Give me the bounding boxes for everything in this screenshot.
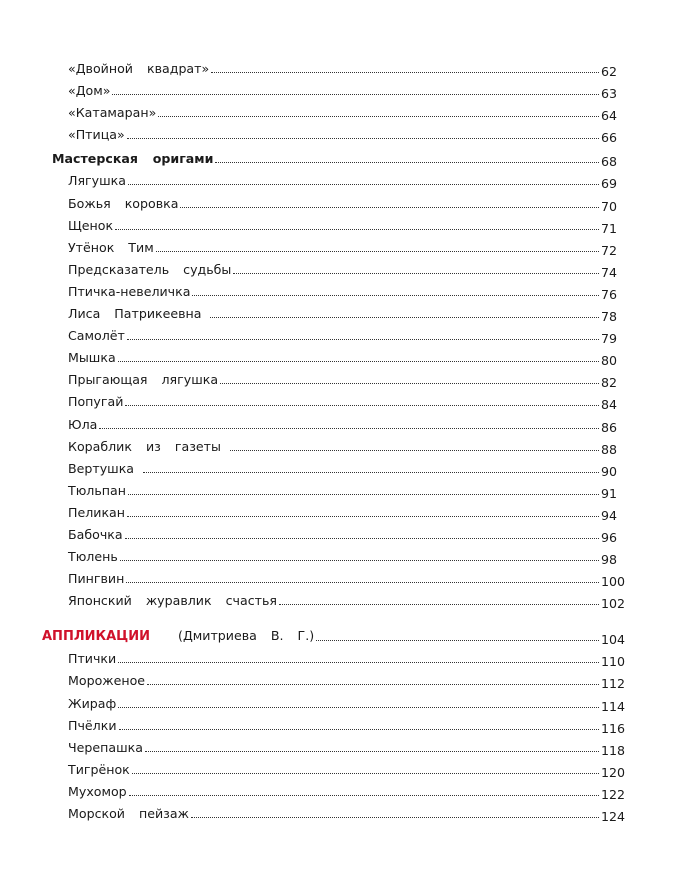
toc-entry-page: 124 xyxy=(601,809,626,824)
dot-leader xyxy=(143,472,599,473)
toc-entry[interactable] xyxy=(0,802,674,824)
toc-entry-page: 102 xyxy=(601,596,626,612)
toc-entry-title: Жираф xyxy=(68,695,117,711)
toc-entry-page: 100 xyxy=(601,574,626,590)
toc-entry-title: Японский журавлик счастья xyxy=(68,593,277,609)
toc-entry[interactable] xyxy=(0,714,674,736)
dot-leader xyxy=(233,273,599,274)
toc-entry-page: 84 xyxy=(601,397,618,413)
toc-section-origami[interactable] xyxy=(0,145,674,169)
toc-entry-title: Пингвин xyxy=(68,571,125,587)
applique-entries xyxy=(0,647,674,824)
dot-leader xyxy=(210,317,599,318)
toc-entry-page: 114 xyxy=(601,698,626,714)
toc-entry-title: Мухомор xyxy=(68,783,127,799)
toc-entry[interactable] xyxy=(0,780,674,802)
toc-entry-title: Попугай xyxy=(68,394,124,410)
toc-entry-title: Юла xyxy=(68,416,98,432)
toc-entry-page: 110 xyxy=(601,654,626,670)
toc-entry[interactable] xyxy=(0,368,674,390)
toc-entry[interactable] xyxy=(0,123,674,145)
toc-entry-page: 122 xyxy=(601,786,626,802)
toc-entry-page: 64 xyxy=(601,108,618,124)
toc-entry[interactable] xyxy=(0,79,674,101)
dot-leader xyxy=(118,707,599,708)
toc-entry-page: 91 xyxy=(601,485,618,501)
toc-entry[interactable] xyxy=(0,346,674,368)
dot-leader xyxy=(215,162,599,163)
dot-leader xyxy=(220,383,599,384)
toc-entry-page: 88 xyxy=(601,441,618,457)
dot-leader xyxy=(125,538,599,539)
dot-leader xyxy=(118,662,599,663)
toc-entry[interactable] xyxy=(0,302,674,324)
toc-entry-page: 71 xyxy=(601,220,618,236)
toc-entry[interactable] xyxy=(0,324,674,346)
dot-leader xyxy=(147,684,599,685)
section-page: 68 xyxy=(601,154,618,170)
toc-entry-page: 63 xyxy=(601,86,618,102)
section-title: АППЛИКАЦИИ xyxy=(42,629,151,645)
dot-leader xyxy=(127,138,599,139)
toc-entry-title: Утёнок Тим xyxy=(68,239,154,255)
toc-entry-title: Птичка-невеличка xyxy=(68,283,191,299)
toc-entry-title: Тигрёнок xyxy=(68,761,130,777)
toc-entry-page: 76 xyxy=(601,286,618,302)
toc-entry-title: Вертушка xyxy=(68,460,142,476)
toc-entry-title: Черепашка xyxy=(68,739,143,755)
toc-entry-page: 98 xyxy=(601,552,618,568)
toc-entry-page: 74 xyxy=(601,264,618,280)
toc-entry-title: Лягушка xyxy=(68,173,126,189)
toc-entry[interactable] xyxy=(0,567,674,589)
dot-leader xyxy=(128,184,599,185)
toc-entry[interactable] xyxy=(0,647,674,669)
dot-leader xyxy=(132,773,599,774)
dot-leader xyxy=(230,450,599,451)
toc-entry-page: 120 xyxy=(601,764,626,780)
toc-entry-title: Пеликан xyxy=(68,504,126,520)
dot-leader xyxy=(127,339,599,340)
toc-entry[interactable] xyxy=(0,589,674,611)
toc-entry[interactable] xyxy=(0,258,674,280)
toc-entry-page: 80 xyxy=(601,353,618,369)
toc-entry[interactable] xyxy=(0,691,674,713)
toc-entry[interactable] xyxy=(0,758,674,780)
toc-entry-page: 94 xyxy=(601,507,618,523)
toc-entry[interactable] xyxy=(0,236,674,258)
toc-entry-title: Самолёт xyxy=(68,328,125,344)
toc-entry-title: Лиса Патрикеевна xyxy=(68,306,209,322)
toc-entry-title: Птички xyxy=(68,651,117,667)
dot-leader xyxy=(112,94,599,95)
toc-entry-page: 90 xyxy=(601,463,618,479)
toc-entry-title: Тюлень xyxy=(68,549,118,565)
dot-leader xyxy=(128,494,599,495)
dot-leader xyxy=(145,751,599,752)
section-page: 104 xyxy=(601,632,626,648)
dot-leader xyxy=(119,729,600,730)
dot-leader xyxy=(120,560,599,561)
dot-leader xyxy=(316,640,599,641)
toc-entry[interactable] xyxy=(0,169,674,191)
dot-leader xyxy=(127,516,599,517)
toc-entry[interactable] xyxy=(0,545,674,567)
toc-entry-page: 69 xyxy=(601,176,618,192)
toc-entry-page: 79 xyxy=(601,331,618,347)
toc-entry-page: 72 xyxy=(601,242,618,258)
table-of-contents xyxy=(0,57,674,824)
toc-entry-page: 70 xyxy=(601,198,618,214)
dot-leader xyxy=(125,405,599,406)
toc-entry-title: Щенок xyxy=(68,217,114,233)
toc-entry[interactable] xyxy=(0,412,674,434)
toc-entry-title: Божья коровка xyxy=(68,195,179,211)
toc-entry-page: 118 xyxy=(601,742,626,758)
toc-entry-title: Мороженое xyxy=(68,673,146,689)
dot-leader xyxy=(156,251,599,252)
toc-entry[interactable] xyxy=(0,390,674,412)
toc-entry[interactable] xyxy=(0,523,674,545)
toc-entry-page: 82 xyxy=(601,375,618,391)
toc-entry-page: 78 xyxy=(601,309,618,325)
toc-entry[interactable] xyxy=(0,280,674,302)
toc-entry-page: 66 xyxy=(601,130,618,146)
section-spacer xyxy=(0,611,674,623)
toc-entry[interactable] xyxy=(0,501,674,523)
dot-leader xyxy=(279,604,599,605)
toc-entry[interactable] xyxy=(0,101,674,123)
toc-entry-title: Кораблик из газеты xyxy=(68,438,228,454)
toc-entry[interactable] xyxy=(0,435,674,457)
toc-entry-title: Бабочка xyxy=(68,526,123,542)
dot-leader xyxy=(126,582,599,583)
dot-leader xyxy=(191,817,599,818)
toc-entry-title: Морской пейзаж xyxy=(68,806,189,821)
toc-entry-page: 116 xyxy=(601,720,626,736)
toc-entry[interactable] xyxy=(0,57,674,79)
toc-entry[interactable] xyxy=(0,191,674,213)
toc-entry-title: Пчёлки xyxy=(68,717,117,733)
dot-leader xyxy=(118,361,599,362)
toc-entry[interactable] xyxy=(0,457,674,479)
toc-entry-title: Прыгающая лягушка xyxy=(68,372,219,388)
toc-entry-title: «Катамаран» xyxy=(68,105,157,121)
dot-leader xyxy=(158,116,599,117)
dot-leader xyxy=(115,229,599,230)
dot-leader xyxy=(192,295,599,296)
toc-entry[interactable] xyxy=(0,214,674,236)
toc-entry-page: 112 xyxy=(601,676,626,692)
dot-leader xyxy=(211,72,599,73)
section-label xyxy=(42,628,314,647)
section-author: (Дмитриева В. Г.) xyxy=(178,628,315,644)
toc-entry-title: «Птица» xyxy=(68,127,125,143)
dot-leader xyxy=(180,207,599,208)
toc-entry[interactable] xyxy=(0,669,674,691)
toc-entry-page: 62 xyxy=(601,64,618,80)
toc-entry-title: «Дом» xyxy=(68,83,111,99)
toc-entry-page: 96 xyxy=(601,529,618,545)
dot-leader xyxy=(129,795,599,796)
origami-entries xyxy=(0,169,674,611)
toc-entry[interactable] xyxy=(0,736,674,758)
section-title: Мастерская оригами xyxy=(52,151,214,167)
toc-entry-page: 86 xyxy=(601,419,618,435)
dot-leader xyxy=(99,428,599,429)
toc-entry-title: Тюльпан xyxy=(68,482,126,498)
toc-entry-title: Мышка xyxy=(68,350,116,366)
toc-entry-title: Предсказатель судьбы xyxy=(68,261,232,277)
toc-entry-title: «Двойной квадрат» xyxy=(68,61,210,77)
toc-section-applique[interactable] xyxy=(0,623,674,647)
toc-entry[interactable] xyxy=(0,479,674,501)
